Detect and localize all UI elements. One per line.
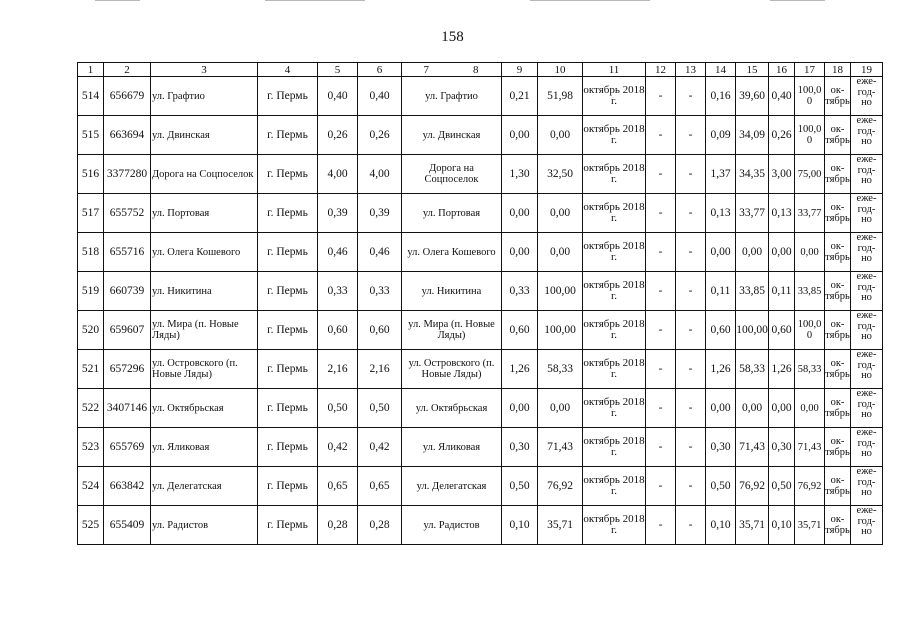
- road-name-repeat: Дорога на Соцпоселок: [402, 155, 502, 194]
- percent-compliant: 0,00: [538, 389, 583, 428]
- column-number-4: 4: [258, 63, 318, 77]
- value-13: -: [676, 389, 706, 428]
- value-16: 0,50: [769, 467, 795, 506]
- city: г. Пермь: [258, 77, 318, 116]
- table-row: [78, 350, 883, 389]
- object-id: 659607: [104, 311, 151, 350]
- value-12: -: [646, 233, 676, 272]
- row-number: 518: [78, 233, 104, 272]
- value-13: -: [676, 116, 706, 155]
- length-normative: 0,40: [358, 77, 402, 116]
- survey-date: октябрь 2018 г.: [583, 311, 646, 350]
- road-name-repeat: ул. Яликовая: [402, 428, 502, 467]
- value-15: 0,00: [736, 233, 769, 272]
- column-number-15: 15: [736, 63, 769, 77]
- page-number: 158: [441, 29, 464, 45]
- scan-edge-line: [530, 0, 650, 1]
- column-number-1: 1: [78, 63, 104, 77]
- length-total: 0,39: [318, 194, 358, 233]
- road-name: ул. Портовая: [151, 194, 258, 233]
- value-14: 0,00: [706, 233, 736, 272]
- value-14: 1,37: [706, 155, 736, 194]
- month-label: ок- тябрь: [825, 506, 851, 545]
- road-name-repeat: ул. Октябрьская: [402, 389, 502, 428]
- road-name: ул. Графтио: [151, 77, 258, 116]
- length-compliant: 0,21: [502, 77, 538, 116]
- table-row: [78, 389, 883, 428]
- column-number-16: 16: [769, 63, 795, 77]
- length-compliant: 0,00: [502, 389, 538, 428]
- table-row: [78, 311, 883, 350]
- city: г. Пермь: [258, 350, 318, 389]
- survey-date: октябрь 2018 г.: [583, 389, 646, 428]
- length-normative: 0,26: [358, 116, 402, 155]
- value-16: 1,26: [769, 350, 795, 389]
- row-number: 519: [78, 272, 104, 311]
- object-id: 657296: [104, 350, 151, 389]
- month-label: ок- тябрь: [825, 428, 851, 467]
- value-15: 58,33: [736, 350, 769, 389]
- month-label: ок- тябрь: [825, 77, 851, 116]
- length-total: 0,60: [318, 311, 358, 350]
- table-row: [78, 506, 883, 545]
- value-16: 0,30: [769, 428, 795, 467]
- row-number: 514: [78, 77, 104, 116]
- row-number: 524: [78, 467, 104, 506]
- length-compliant: 0,33: [502, 272, 538, 311]
- length-compliant: 0,60: [502, 311, 538, 350]
- column-number-3: 3: [151, 63, 258, 77]
- survey-date: октябрь 2018 г.: [583, 467, 646, 506]
- value-15: 39,60: [736, 77, 769, 116]
- value-12: -: [646, 272, 676, 311]
- row-number: 515: [78, 116, 104, 155]
- value-16: 0,13: [769, 194, 795, 233]
- object-id: 655769: [104, 428, 151, 467]
- frequency-label: еже- год- но: [851, 506, 883, 545]
- table-row: [78, 77, 883, 116]
- value-14: 0,09: [706, 116, 736, 155]
- road-name: ул. Олега Кошевого: [151, 233, 258, 272]
- percent-compliant: 58,33: [538, 350, 583, 389]
- value-12: -: [646, 467, 676, 506]
- table-row: [78, 155, 883, 194]
- length-compliant: 0,00: [502, 194, 538, 233]
- value-17: 33,77: [795, 194, 825, 233]
- value-17: 71,43: [795, 428, 825, 467]
- table-row: [78, 467, 883, 506]
- length-total: 0,46: [318, 233, 358, 272]
- length-total: 4,00: [318, 155, 358, 194]
- object-id: 663694: [104, 116, 151, 155]
- length-normative: 0,65: [358, 467, 402, 506]
- length-compliant: 0,50: [502, 467, 538, 506]
- length-normative: 0,50: [358, 389, 402, 428]
- survey-date: октябрь 2018 г.: [583, 194, 646, 233]
- value-16: 3,00: [769, 155, 795, 194]
- road-name: ул. Радистов: [151, 506, 258, 545]
- road-name-repeat: ул. Двинская: [402, 116, 502, 155]
- city: г. Пермь: [258, 155, 318, 194]
- length-compliant: 0,10: [502, 506, 538, 545]
- value-14: 0,10: [706, 506, 736, 545]
- road-name: ул. Октябрьская: [151, 389, 258, 428]
- frequency-label: еже- год- но: [851, 389, 883, 428]
- value-15: 34,09: [736, 116, 769, 155]
- road-name-repeat: ул. Делегатская: [402, 467, 502, 506]
- length-normative: 0,46: [358, 233, 402, 272]
- object-id: 655409: [104, 506, 151, 545]
- month-label: ок- тябрь: [825, 389, 851, 428]
- column-number-9: 9: [502, 63, 538, 77]
- survey-date: октябрь 2018 г.: [583, 233, 646, 272]
- value-17: 0,00: [795, 233, 825, 272]
- length-compliant: 1,30: [502, 155, 538, 194]
- road-name-repeat: ул. Никитина: [402, 272, 502, 311]
- object-id: 660739: [104, 272, 151, 311]
- road-name-repeat: ул. Олега Кошевого: [402, 233, 502, 272]
- value-16: 0,40: [769, 77, 795, 116]
- city: г. Пермь: [258, 194, 318, 233]
- frequency-label: еже- год- но: [851, 194, 883, 233]
- column-number-10: 10: [538, 63, 583, 77]
- percent-compliant: 51,98: [538, 77, 583, 116]
- length-normative: 0,42: [358, 428, 402, 467]
- value-15: 33,77: [736, 194, 769, 233]
- value-12: -: [646, 389, 676, 428]
- road-name-repeat: ул. Радистов: [402, 506, 502, 545]
- city: г. Пермь: [258, 311, 318, 350]
- column-number-19: 19: [851, 63, 883, 77]
- table-row: [78, 233, 883, 272]
- road-name: ул. Двинская: [151, 116, 258, 155]
- road-name-repeat: ул. Графтио: [402, 77, 502, 116]
- value-17: 35,71: [795, 506, 825, 545]
- value-14: 0,13: [706, 194, 736, 233]
- value-17: 76,92: [795, 467, 825, 506]
- value-15: 34,35: [736, 155, 769, 194]
- month-label: ок- тябрь: [825, 233, 851, 272]
- month-label: ок- тябрь: [825, 155, 851, 194]
- road-name-repeat: ул. Островского (п. Новые Ляды): [402, 350, 502, 389]
- object-id: 655752: [104, 194, 151, 233]
- column-number-6: 6: [358, 63, 402, 77]
- column-number-17: 17: [795, 63, 825, 77]
- value-13: -: [676, 311, 706, 350]
- road-name: ул. Яликовая: [151, 428, 258, 467]
- percent-compliant: 0,00: [538, 194, 583, 233]
- city: г. Пермь: [258, 233, 318, 272]
- length-normative: 0,39: [358, 194, 402, 233]
- value-13: -: [676, 233, 706, 272]
- month-label: ок- тябрь: [825, 116, 851, 155]
- value-13: -: [676, 194, 706, 233]
- value-17: 75,00: [795, 155, 825, 194]
- city: г. Пермь: [258, 116, 318, 155]
- object-id: 663842: [104, 467, 151, 506]
- length-compliant: 0,30: [502, 428, 538, 467]
- value-14: 0,60: [706, 311, 736, 350]
- percent-compliant: 0,00: [538, 116, 583, 155]
- value-16: 0,11: [769, 272, 795, 311]
- length-total: 0,28: [318, 506, 358, 545]
- length-total: 0,65: [318, 467, 358, 506]
- frequency-label: еже- год- но: [851, 350, 883, 389]
- row-number: 525: [78, 506, 104, 545]
- value-17: 58,33: [795, 350, 825, 389]
- value-15: 0,00: [736, 389, 769, 428]
- month-label: ок- тябрь: [825, 194, 851, 233]
- frequency-label: еже- год- но: [851, 311, 883, 350]
- value-16: 0,00: [769, 389, 795, 428]
- length-total: 0,40: [318, 77, 358, 116]
- road-name: ул. Никитина: [151, 272, 258, 311]
- value-15: 71,43: [736, 428, 769, 467]
- value-12: -: [646, 506, 676, 545]
- value-16: 0,26: [769, 116, 795, 155]
- percent-compliant: 0,00: [538, 233, 583, 272]
- column-number-12: 12: [646, 63, 676, 77]
- value-13: -: [676, 506, 706, 545]
- survey-date: октябрь 2018 г.: [583, 272, 646, 311]
- value-12: -: [646, 311, 676, 350]
- value-12: -: [646, 116, 676, 155]
- table-row: [78, 116, 883, 155]
- road-name-repeat: ул. Портовая: [402, 194, 502, 233]
- percent-compliant: 100,00: [538, 311, 583, 350]
- month-label: ок- тябрь: [825, 311, 851, 350]
- value-13: -: [676, 467, 706, 506]
- object-id: 656679: [104, 77, 151, 116]
- value-15: 33,85: [736, 272, 769, 311]
- row-number: 520: [78, 311, 104, 350]
- survey-date: октябрь 2018 г.: [583, 155, 646, 194]
- object-id: 655716: [104, 233, 151, 272]
- length-compliant: 0,00: [502, 116, 538, 155]
- survey-date: октябрь 2018 г.: [583, 350, 646, 389]
- frequency-label: еже- год- но: [851, 467, 883, 506]
- scan-edge-line: [265, 0, 365, 1]
- value-14: 0,30: [706, 428, 736, 467]
- survey-date: октябрь 2018 г.: [583, 77, 646, 116]
- value-13: -: [676, 272, 706, 311]
- survey-date: октябрь 2018 г.: [583, 116, 646, 155]
- length-normative: 0,28: [358, 506, 402, 545]
- value-16: 0,10: [769, 506, 795, 545]
- survey-date: октябрь 2018 г.: [583, 428, 646, 467]
- table-row: [78, 428, 883, 467]
- road-name: Дорога на Соцпоселок: [151, 155, 258, 194]
- column-number-8: 8: [451, 63, 502, 77]
- value-13: -: [676, 350, 706, 389]
- column-number-5: 5: [318, 63, 358, 77]
- value-14: 0,50: [706, 467, 736, 506]
- scan-edge-line: [95, 0, 140, 1]
- road-name: ул. Островского (п. Новые Ляды): [151, 350, 258, 389]
- value-15: 100,00: [736, 311, 769, 350]
- row-number: 523: [78, 428, 104, 467]
- roads-table: [77, 62, 883, 545]
- value-17: 100,0 0: [795, 77, 825, 116]
- column-number-11: 11: [583, 63, 646, 77]
- value-13: -: [676, 428, 706, 467]
- city: г. Пермь: [258, 467, 318, 506]
- value-14: 0,16: [706, 77, 736, 116]
- road-name: ул. Делегатская: [151, 467, 258, 506]
- length-total: 0,42: [318, 428, 358, 467]
- length-normative: 0,33: [358, 272, 402, 311]
- column-number-7: 7: [402, 63, 451, 77]
- column-number-13: 13: [676, 63, 706, 77]
- frequency-label: еже- год- но: [851, 428, 883, 467]
- length-total: 0,50: [318, 389, 358, 428]
- month-label: ок- тябрь: [825, 272, 851, 311]
- length-compliant: 1,26: [502, 350, 538, 389]
- percent-compliant: 76,92: [538, 467, 583, 506]
- value-14: 0,00: [706, 389, 736, 428]
- value-12: -: [646, 77, 676, 116]
- city: г. Пермь: [258, 506, 318, 545]
- value-17: 0,00: [795, 389, 825, 428]
- month-label: ок- тябрь: [825, 467, 851, 506]
- object-id: 3377280: [104, 155, 151, 194]
- value-13: -: [676, 77, 706, 116]
- road-name-repeat: ул. Мира (п. Новые Ляды): [402, 311, 502, 350]
- frequency-label: еже- год- но: [851, 233, 883, 272]
- percent-compliant: 35,71: [538, 506, 583, 545]
- survey-date: октябрь 2018 г.: [583, 506, 646, 545]
- value-14: 0,11: [706, 272, 736, 311]
- length-normative: 4,00: [358, 155, 402, 194]
- table-row: [78, 194, 883, 233]
- value-12: -: [646, 350, 676, 389]
- value-12: -: [646, 428, 676, 467]
- road-name: ул. Мира (п. Новые Ляды): [151, 311, 258, 350]
- value-12: -: [646, 194, 676, 233]
- value-17: 33,85: [795, 272, 825, 311]
- value-17: 100,0 0: [795, 311, 825, 350]
- row-number: 517: [78, 194, 104, 233]
- length-total: 2,16: [318, 350, 358, 389]
- row-number: 516: [78, 155, 104, 194]
- frequency-label: еже- год- но: [851, 116, 883, 155]
- length-compliant: 0,00: [502, 233, 538, 272]
- value-15: 76,92: [736, 467, 769, 506]
- table-row: [78, 272, 883, 311]
- row-number: 522: [78, 389, 104, 428]
- frequency-label: еже- год- но: [851, 155, 883, 194]
- city: г. Пермь: [258, 428, 318, 467]
- scan-edge-line: [770, 0, 825, 1]
- value-15: 35,71: [736, 506, 769, 545]
- percent-compliant: 100,00: [538, 272, 583, 311]
- value-12: -: [646, 155, 676, 194]
- value-13: -: [676, 155, 706, 194]
- column-number-14: 14: [706, 63, 736, 77]
- value-17: 100,0 0: [795, 116, 825, 155]
- object-id: 3407146: [104, 389, 151, 428]
- column-number-2: 2: [104, 63, 151, 77]
- value-16: 0,00: [769, 233, 795, 272]
- length-total: 0,33: [318, 272, 358, 311]
- header-row: [78, 63, 883, 77]
- length-normative: 2,16: [358, 350, 402, 389]
- value-16: 0,60: [769, 311, 795, 350]
- frequency-label: еже- год- но: [851, 272, 883, 311]
- length-total: 0,26: [318, 116, 358, 155]
- value-14: 1,26: [706, 350, 736, 389]
- percent-compliant: 71,43: [538, 428, 583, 467]
- city: г. Пермь: [258, 389, 318, 428]
- month-label: ок- тябрь: [825, 350, 851, 389]
- frequency-label: еже- год- но: [851, 77, 883, 116]
- row-number: 521: [78, 350, 104, 389]
- city: г. Пермь: [258, 272, 318, 311]
- column-number-18: 18: [825, 63, 851, 77]
- length-normative: 0,60: [358, 311, 402, 350]
- percent-compliant: 32,50: [538, 155, 583, 194]
